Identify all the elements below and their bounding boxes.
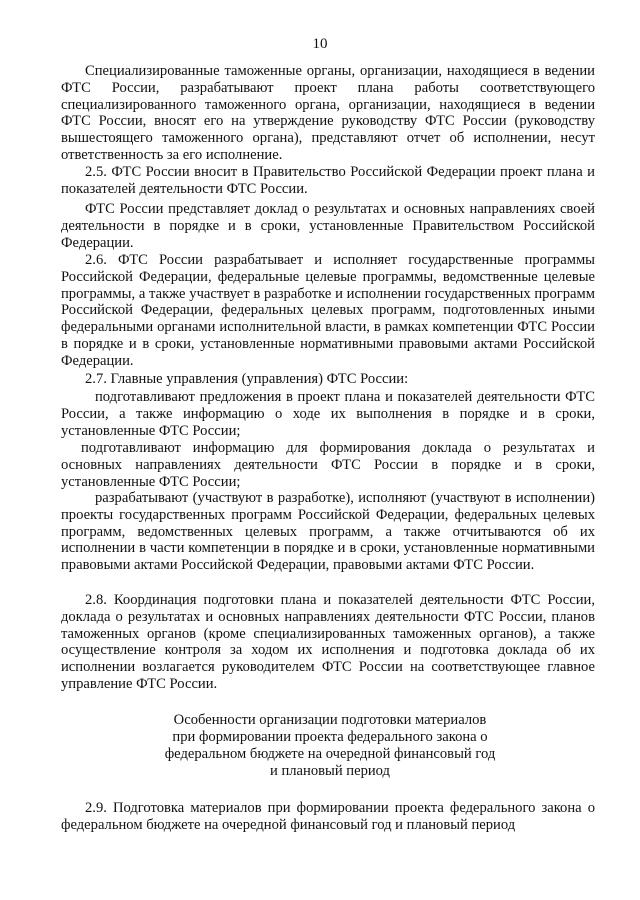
heading-line: и плановый период xyxy=(270,763,390,779)
paragraph: подготавливают предложения в проект плана и показателей деятельности ФТС России, а также информацию о ходе их выполнения в порядке и в сроки, установленные ФТС России; xyxy=(61,389,595,439)
paragraph: подготавливают информацию для формирования доклада о результатах и основных направлениях деятельности ФТС России в порядке и в сроки, установленные ФТС России; xyxy=(61,440,595,490)
paragraph: 2.8. Координация подготовки плана и показателей деятельности ФТС России, доклада о результатах и основных направлениях деятельности ФТС России, планов таможенных органов (кроме специализированных таможенных органов), а также осуществление контроля за ходом их исполнения и подготовка доклада об их исполнении возлагается руководителем ФТС России на соответствующее главное управление ФТС России. xyxy=(61,592,595,692)
paragraph: 2.9. Подготовка материалов при формировании проекта федерального закона о федеральном бюджете на очередной финансовый год и плановый период xyxy=(61,800,595,833)
paragraph: 2.5. ФТС России вносит в Правительство Российской Федерации проект плана и показателей деятельности ФТС России. xyxy=(61,164,595,197)
page-number: 10 xyxy=(312,36,328,52)
heading-line: при формировании проекта федерального закона о xyxy=(172,729,488,745)
paragraph-specialized-bodies xyxy=(61,63,595,164)
paragraph: Специализированные таможенные органы, организации, находящиеся в ведении ФТС России, разрабатывают проект плана работы соответствующего специализированного таможенного органа, организации, находящиеся в ведении ФТС России, вносят его на утверждение руководству ФТС России (руководству вышестоящего таможенного органа), представляют отчет об исполнении, несут ответственность за его исполнение. xyxy=(61,63,595,163)
paragraph: ФТС России представляет доклад о результатах и основных направлениях своей деятельности в порядке и в сроки, установленные Правительством Российской Федерации. xyxy=(61,201,595,251)
paragraph-2-7-item-2 xyxy=(61,440,595,490)
paragraph: 2.6. ФТС России разрабатывает и исполняет государственные программы Российской Федерации, федеральные целевые программы, ведомственные целевые программы, а также участвует в разработке и исполнении государственных программ Российской Федерации, федеральных целевых программ, подготовленных иными федеральными органами исполнительной власти, в рамках компетенции ФТС России в порядке и в сроки, установленные нормативными правовыми актами Российской Федерации. xyxy=(61,252,595,369)
section-heading xyxy=(100,712,560,780)
paragraph: 2.7. Главные управления (управления) ФТС России: xyxy=(85,371,409,387)
heading-line: Особенности организации подготовки материалов xyxy=(173,712,487,728)
paragraph-2-7-item-3 xyxy=(61,490,595,574)
paragraph-2-9 xyxy=(61,800,595,834)
heading-line: федеральном бюджете на очередной финансовый год xyxy=(164,746,496,762)
paragraph-2-7 xyxy=(61,371,595,388)
paragraph-report xyxy=(61,201,595,251)
paragraph-2-7-item-1 xyxy=(61,389,595,439)
paragraph-2-8 xyxy=(61,592,595,693)
paragraph: разрабатывают (участвуют в разработке), исполняют (участвуют в исполнении) проекты государственных программ Российской Федерации, федеральных целевых программ, ведомственных целевых программ, а также отчитываются об их исполнении в части компетенции в порядке и в сроки, установленные нормативными правовыми актами Российской Федерации, правовыми актами ФТС России. xyxy=(61,490,595,574)
paragraph-2-6 xyxy=(61,252,595,370)
paragraph-2-5 xyxy=(61,164,595,198)
